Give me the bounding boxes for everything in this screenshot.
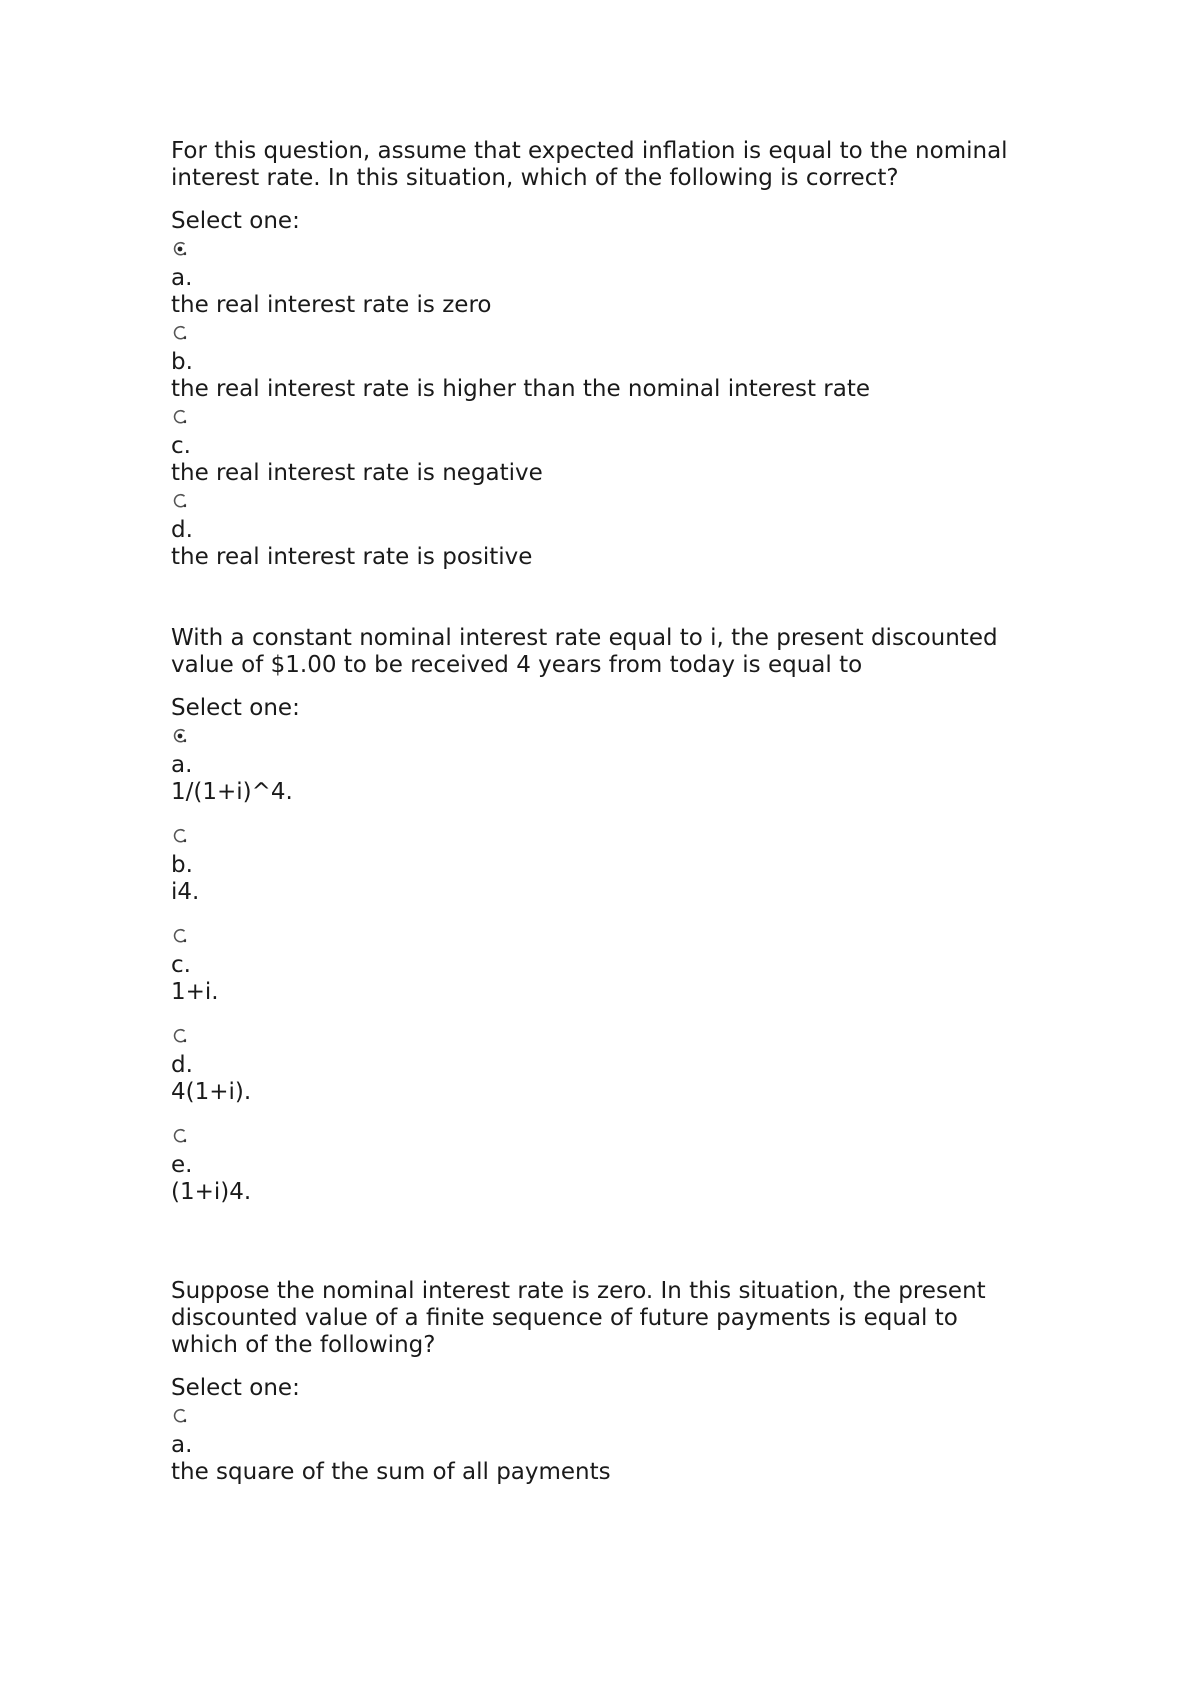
option-letter: a. <box>171 265 193 291</box>
option-text: 1+i. <box>171 979 219 1005</box>
question-separator <box>171 571 1051 625</box>
radio-selected-icon[interactable] <box>172 241 188 257</box>
option-a[interactable] <box>171 1408 1051 1486</box>
option-a[interactable] <box>171 728 1051 806</box>
radio-unselected-icon[interactable] <box>172 493 188 509</box>
radio-unselected-icon[interactable] <box>172 928 188 944</box>
radio-unselected-icon[interactable] <box>172 828 188 844</box>
option-c[interactable] <box>171 928 1051 1006</box>
option-b[interactable] <box>171 325 1051 403</box>
select-one-label: Select one: <box>171 1375 300 1401</box>
option-letter: c. <box>171 952 191 978</box>
option-b[interactable] <box>171 828 1051 906</box>
option-text: the real interest rate is zero <box>171 292 492 318</box>
question-3 <box>171 1278 1051 1486</box>
quiz-page <box>171 138 1051 1486</box>
question-text: With a constant nominal interest rate equal to i, the present discounted value of $1.00 to be received 4 years from today is equal to <box>171 625 998 678</box>
option-c[interactable] <box>171 409 1051 487</box>
option-text: i4. <box>171 879 200 905</box>
option-letter: b. <box>171 349 193 375</box>
option-letter: e. <box>171 1152 193 1178</box>
option-letter: a. <box>171 1432 193 1458</box>
option-letter: a. <box>171 752 193 778</box>
option-d[interactable] <box>171 1028 1051 1106</box>
select-one-label: Select one: <box>171 208 300 234</box>
option-text: the real interest rate is higher than the nominal interest rate <box>171 376 870 402</box>
option-text: the square of the sum of all payments <box>171 1459 611 1485</box>
radio-unselected-icon[interactable] <box>172 409 188 425</box>
select-one-label: Select one: <box>171 695 300 721</box>
question-separator <box>171 1228 1051 1278</box>
radio-unselected-icon[interactable] <box>172 1028 188 1044</box>
question-text: For this question, assume that expected inflation is equal to the nominal interest rate. In this situation, which of the following is correct? <box>171 138 1008 191</box>
option-text: the real interest rate is negative <box>171 460 543 486</box>
radio-unselected-icon[interactable] <box>172 1128 188 1144</box>
option-text: 4(1+i). <box>171 1079 252 1105</box>
question-1 <box>171 138 1051 571</box>
option-letter: d. <box>171 1052 193 1078</box>
option-letter: c. <box>171 433 191 459</box>
radio-unselected-icon[interactable] <box>172 1408 188 1424</box>
question-2 <box>171 625 1051 1206</box>
question-text: Suppose the nominal interest rate is zero. In this situation, the present discounted value of a finite sequence of future payments is equal to which of the following? <box>171 1278 986 1358</box>
option-letter: d. <box>171 517 193 543</box>
option-e[interactable] <box>171 1128 1051 1206</box>
radio-selected-icon[interactable] <box>172 728 188 744</box>
option-text: the real interest rate is positive <box>171 544 533 570</box>
option-text: 1/(1+i)^4. <box>171 779 293 805</box>
option-letter: b. <box>171 852 193 878</box>
option-d[interactable] <box>171 493 1051 571</box>
option-text: (1+i)4. <box>171 1179 252 1205</box>
option-a[interactable] <box>171 241 1051 319</box>
radio-unselected-icon[interactable] <box>172 325 188 341</box>
